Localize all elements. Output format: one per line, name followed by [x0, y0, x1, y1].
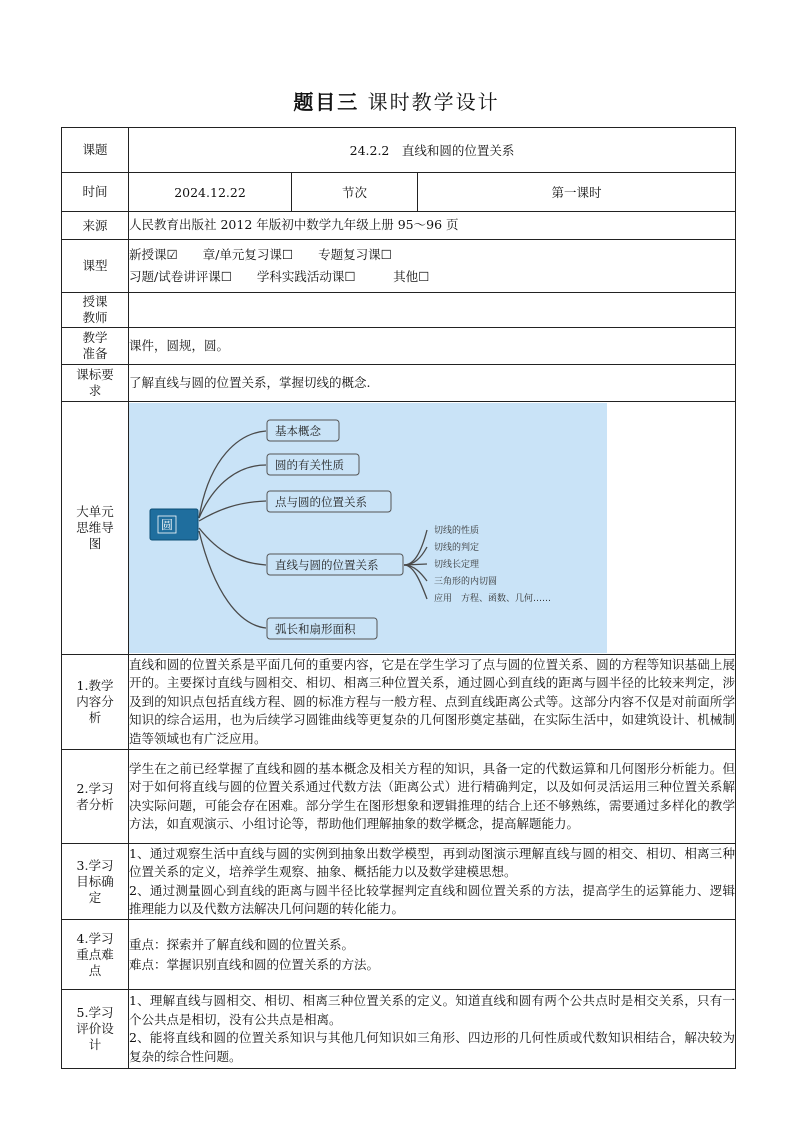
- label-content-analysis: [62, 655, 129, 750]
- sub-item-tangent-length: 切线长定理: [434, 560, 480, 570]
- label-mindmap-line-2: 思维导: [76, 520, 114, 535]
- learner-analysis-value: 学生在之前已经掌握了直线和圆的基本概念及相关方程的知识，具备一定的代数运算和几何图形分析能力。但对于如何将直线与圆的位置关系通过代数方法（距离公式）进行精确判定，以及如何灵活运用三种位置关系解决实际问题，可能会存在困难。部分学生在图形想象和逻辑推理的结合上还不够熟练，需要通过多样化的教学方法，如直观演示、小组讨论等，帮助他们理解抽象的数学概念，提高解题能力。: [129, 750, 736, 844]
- row-evaluation: [62, 990, 736, 1069]
- evaluation-value: [129, 990, 736, 1069]
- label-teacher-line-2: 教师: [82, 310, 108, 325]
- mind-map-root-node: [150, 509, 198, 540]
- label-standard-line-2: 求: [88, 383, 102, 398]
- label-standard: [62, 365, 129, 402]
- difficult-point: 难点：掌握识别直线和圆的位置关系的方法。: [129, 956, 380, 972]
- label-objectives-line-2: 目标确: [76, 873, 114, 889]
- evaluation-item-2: 2、能将直线和圆的位置关系知识与其他几何知识如三角形、四边形的几何性质或代数知识相结合，解决较为复杂的综合性问题。: [129, 1030, 736, 1064]
- preparation-value: 课件，圆规，圆。: [129, 328, 736, 365]
- root-node-box: [150, 509, 198, 540]
- sub-item-tangent-criterion: 切线的判定: [434, 543, 480, 553]
- lesson-type-line-1: 新授课☑ 章/单元复习课☐ 专题复习课☐: [129, 247, 392, 262]
- label-mindmap: [62, 402, 129, 655]
- label-standard-line-1: 课标要: [76, 367, 114, 382]
- key-point: 重点：探索并了解直线和圆的位置关系。: [129, 936, 355, 952]
- label-mindmap-line-3: 图: [88, 536, 102, 551]
- lesson-type-options: [129, 240, 736, 293]
- sub-item-incircle: 三角形的内切圆: [434, 577, 498, 587]
- label-evaluation-line-3: 计: [88, 1037, 102, 1052]
- label-lesson-type: 课型: [62, 240, 129, 293]
- label-topic: 课题: [62, 128, 129, 173]
- label-period: 节次: [292, 173, 418, 212]
- branch-text: 圆的有关性质: [275, 458, 344, 472]
- label-mindmap-line-1: 大单元: [76, 504, 114, 519]
- page-title-rest: 课时教学设计: [367, 90, 500, 114]
- branch-text: 直线与圆的位置关系: [275, 558, 379, 572]
- row-teacher: [62, 293, 736, 328]
- row-learner-analysis: [62, 750, 736, 844]
- source-value: 人民教育出版社 2012 年版初中数学九年级上册 95～96 页: [129, 212, 736, 240]
- objectives-value: [129, 844, 736, 920]
- row-lesson-type: [62, 240, 736, 293]
- key-points-value: [129, 920, 736, 990]
- objective-1: 1、通过观察生活中直线与圆的实例到抽象出数学模型，再到动图演示理解直线与圆的相交、相切、相离三种位置关系的定义，培养学生观察、抽象、概括能力以及数学建模思想。: [129, 845, 736, 879]
- row-mindmap: [62, 402, 736, 655]
- branch-text: 点与圆的位置关系: [275, 495, 367, 509]
- label-content-analysis-line-3: 析: [88, 710, 102, 725]
- row-source: [62, 212, 736, 240]
- label-key-points: [62, 920, 129, 990]
- label-evaluation-line-1: 5.学习: [76, 1005, 114, 1020]
- lesson-type-line-2: 习题/试卷讲评课☐ 学科实践活动课☐ 其他☐: [129, 269, 430, 284]
- row-topic: [62, 128, 736, 173]
- label-preparation: [62, 328, 129, 365]
- topic-value: 24.2.2 直线和圆的位置关系: [129, 128, 736, 173]
- teacher-value: [129, 293, 736, 328]
- label-content-analysis-line-1: 1.教学: [76, 678, 114, 693]
- label-key-points-line-3: 点: [88, 962, 102, 978]
- evaluation-item-1: 1、理解直线与圆相交、相切、相离三种位置关系的定义。知道直线和圆有两个公共点时是相交关系，只有一个公共点是相切，没有公共点是相离。: [129, 993, 736, 1027]
- row-objectives: [62, 844, 736, 920]
- mind-map-diagram: [129, 403, 607, 653]
- label-content-analysis-line-2: 内容分: [76, 694, 114, 709]
- time-value: 2024.12.22: [129, 173, 292, 212]
- sub-item-tangent-property: 切线的性质: [434, 526, 480, 536]
- root-node-text: 圆: [160, 518, 174, 532]
- page-title: [0, 86, 793, 115]
- label-evaluation-line-2: 评价设: [76, 1021, 114, 1036]
- row-standard: [62, 365, 736, 402]
- label-preparation-line-1: 教学: [82, 330, 108, 345]
- sub-item-application: 应用 方程、函数、几何……: [434, 594, 552, 604]
- label-source: 来源: [62, 212, 129, 240]
- label-key-points-line-1: 4.学习: [76, 930, 114, 946]
- label-objectives-line-1: 3.学习: [76, 857, 114, 873]
- content-analysis-value: 直线和圆的位置关系是平面几何的重要内容，它是在学生学习了点与圆的位置关系、圆的方程等知识基础上展开的。主要探讨直线与圆相交、相切、相离三种位置关系，通过圆心到直线的距离与圆半径的比较来判定，涉及到的知识点包括直线方程、圆的标准方程与一般方程、点到直线距离公式等。这部分内容不仅是对前面所学知识的综合运用，也为后续学习圆锥曲线等更复杂的几何图形奠定基础，在实际生活中，如建筑设计、机械制造等领域也有广泛应用。: [129, 655, 736, 750]
- label-objectives-line-3: 定: [88, 889, 102, 905]
- branch-text: 弧长和扇形面积: [275, 622, 356, 636]
- label-teacher: [62, 293, 129, 328]
- label-learner-analysis-line-1: 2.学习: [76, 780, 114, 796]
- label-learner-analysis: [62, 750, 129, 844]
- mindmap-cell: [129, 402, 736, 655]
- period-value: 第一课时: [418, 173, 736, 212]
- row-preparation: [62, 328, 736, 365]
- label-time: 时间: [62, 173, 129, 212]
- standard-value: 了解直线与圆的位置关系，掌握切线的概念.: [129, 365, 736, 402]
- label-teacher-line-1: 授课: [82, 294, 108, 309]
- label-learner-analysis-line-2: 者分析: [76, 796, 114, 812]
- label-preparation-line-2: 准备: [82, 346, 108, 361]
- label-key-points-line-2: 重点难: [76, 946, 114, 962]
- page-title-prefix: 题目三: [293, 90, 360, 114]
- label-objectives: [62, 844, 129, 920]
- lesson-plan-table: [61, 127, 736, 1069]
- row-key-points: [62, 920, 736, 990]
- row-time: [62, 173, 736, 212]
- mind-map-background: [129, 403, 607, 653]
- row-content-analysis: [62, 655, 736, 750]
- objective-2: 2、通过测量圆心到直线的距离与圆半径比较掌握判定直线和圆位置关系的方法，提高学生的运算能力、逻辑推理能力以及代数方法解决几何问题的转化能力。: [129, 882, 736, 916]
- branch-text: 基本概念: [275, 424, 321, 438]
- label-evaluation: [62, 990, 129, 1069]
